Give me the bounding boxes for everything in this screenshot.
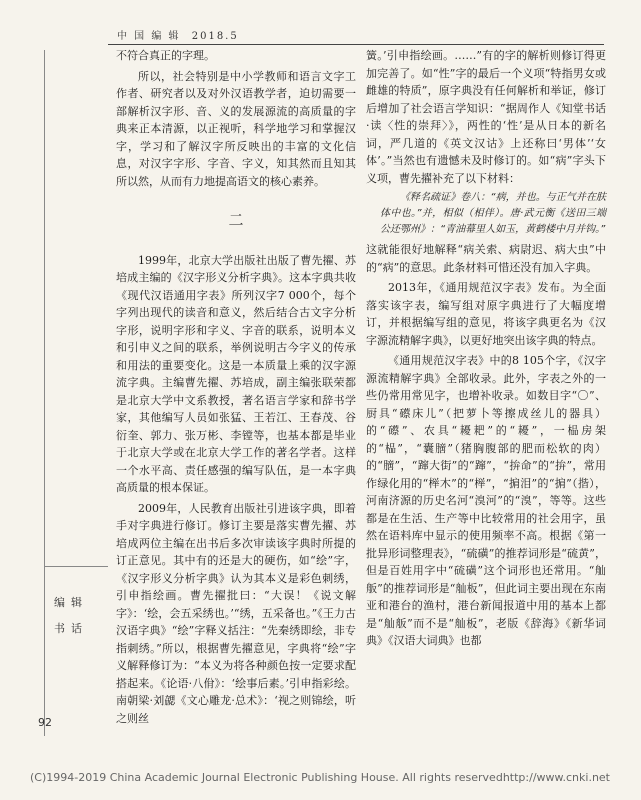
header-rule (108, 44, 604, 45)
copyright-footer (30, 771, 610, 784)
paragraph: 簧。’引申指绘画。……”有的字的解析则修订得更加完善了。如“性”字的最后一个义项“特指男女或雌雄的特质”，原字典没有任何解析和举证，修订后增加了社会语言学知识：“据周作人《知堂书话·读〈性的崇拜〉》，两性的‘性’是从日本的新名词，严几道的《英文汉诂》上还称曰‘男体’‘女体’。”当然也有遗憾未及时修订的。如“病”字头下义项，曹先擢补充了以下材料： (366, 49, 606, 185)
journal-name: 中 国 编 辑 (117, 31, 181, 42)
column-label-bookreview: 书话 (54, 622, 88, 635)
running-header (117, 27, 239, 42)
side-rule-lower (44, 566, 45, 736)
block-quote: 《释名疏证》卷八：“病，并也。与正气并在肤体中也。”并，相似（相伴）。唐·武元衡《送田三端公还鄂州》：“青油幕里人如玉，黄鹤楼中月并钩。” (380, 192, 606, 235)
left-column (116, 47, 356, 730)
paragraph: 1999年，北京大学出版社出版了曹先擢、苏培成主编的《汉字形义分析字典》。这本字典共收《现代汉语通用字表》所列汉字7 000个，每个字列出现代的读音和意义，然后结合古文字分析字形，说明字形和字义、字音的联系，说明本义和引申义之间的联系，举例说明古今字义的传承和用法的重要变化。这是一本质量上乘的汉字源流字典。主编曹先擢、苏培成，副主编张联荣都是北京大学中文系教授，著名语言学家和辞书学家，其他编写人员如张猛、王若江、王春茂、谷衍奎、郭力、张万彬、李镗等，也基本都是毕业于北京大学或在北京大学工作的著名学者。这样一个水平高、责任感强的编写队伍，是一本字典高质量的根本保证。 (116, 253, 356, 494)
paragraph: 这就能很好地解释“病关索、病尉迟、病大虫”中的“病”的意思。此条材料可惜还没有加入字典。 (366, 243, 606, 274)
source-url[interactable]: http://www.cnki.net (502, 771, 610, 784)
section-heading: 二 (228, 211, 244, 229)
paragraph: 所以，社会特别是中小学教师和语言文字工作者、研究者以及对外汉语教学者，迫切需要一部解析汉字形、音、义的发展源流的高质量的字典来正本清源，以正视听，科学地学习和掌握汉字，学习和了解汉字所反映出的丰富的文化信息，对汉字字形、字音、字义，知其然而且知其所以然，从而有力地提高语文的核心素养。 (116, 69, 356, 188)
page-number: 92 (38, 716, 52, 729)
column-label-editing: 编辑 (54, 596, 88, 609)
paragraph: 2013年，《通用规范汉字表》发布。为全面落实该字表，编写组对原字典进行了大幅度增订，并根据编写组的意见，将该字典更名为《汉字源流精解字典》，以更好地突出该字典的特点。 (366, 281, 606, 347)
paragraph: 2009年，人民教育出版社引进该字典，即着手对字典进行修订。修订主要是落实曹先擢、苏培成两位主编在出书后多次审读该字典时所提的订正意见。其中有的还是大的硬伤，如“绘”字，《汉字形义分析字典》认为其本义是彩色刺绣，引申指绘画。曹先擢批曰：“大误！《说文解字》：‘绘，会五采绣也。’“绣，五采备也。”《王力古汉语字典》“绘”字释义括注：“先秦绣即绘，非专指刺绣。”所以，根据曹先擢意见，字典将“绘”字义解释修订为：“本义为将各种颜色按一定要求配搭起来。《论语·八佾》：‘绘事后素。’引申指彩绘。南朝梁·刘勰《文心雕龙·总术》：‘视之则锦绘，听之则丝 (116, 501, 356, 725)
issue-number: 2018.5 (191, 31, 239, 42)
side-rule-tick (44, 566, 108, 567)
paragraph: 《通用规范汉字表》中的8 105个字，《汉字源流精解字典》全部收录。此外，字表之外的一些仍常用常见字，也增补收录。如数目字“〇”、厨具“礤床儿”（把萝卜等擦成丝儿的器具）的“礤”、农具“耰耙”的“耰”，一榀房架的“榀”，“囊膪”（猪胸腹部的肥而松软的肉）的“膪”，“蹿大街”的“蹿”，“拚命”的“拚”，常用作绿化用的“榉木”的“榉”，“掮泪”的“掮”（揩），河南济源的历史名河“溴河”的“溴”，等等。这些都是在生活、生产等中比较常用的社会用字，虽然在语料库中显示的使用频率不高。根据《第一批异形词整理表》，“硫磺”的推荐词形是“硫黄”，但是百姓用字中“硫磺”这个词形也还常用。“舢舨”的推荐词形是“舢板”，但此词主要出现在东南亚和港台的渔村，港台新闻报道中用的基本上都是“舢舨”而不是“舢板”，老版《辞海》《新华词典》《汉语大词典》也都 (366, 354, 606, 647)
side-rule (44, 50, 45, 568)
paragraph: 不符合真正的字理。 (116, 49, 215, 62)
copyright-text: (C)1994-2019 China Academic Journal Electronic Publishing House. All rights reserved. (30, 771, 507, 784)
right-column (366, 47, 606, 653)
